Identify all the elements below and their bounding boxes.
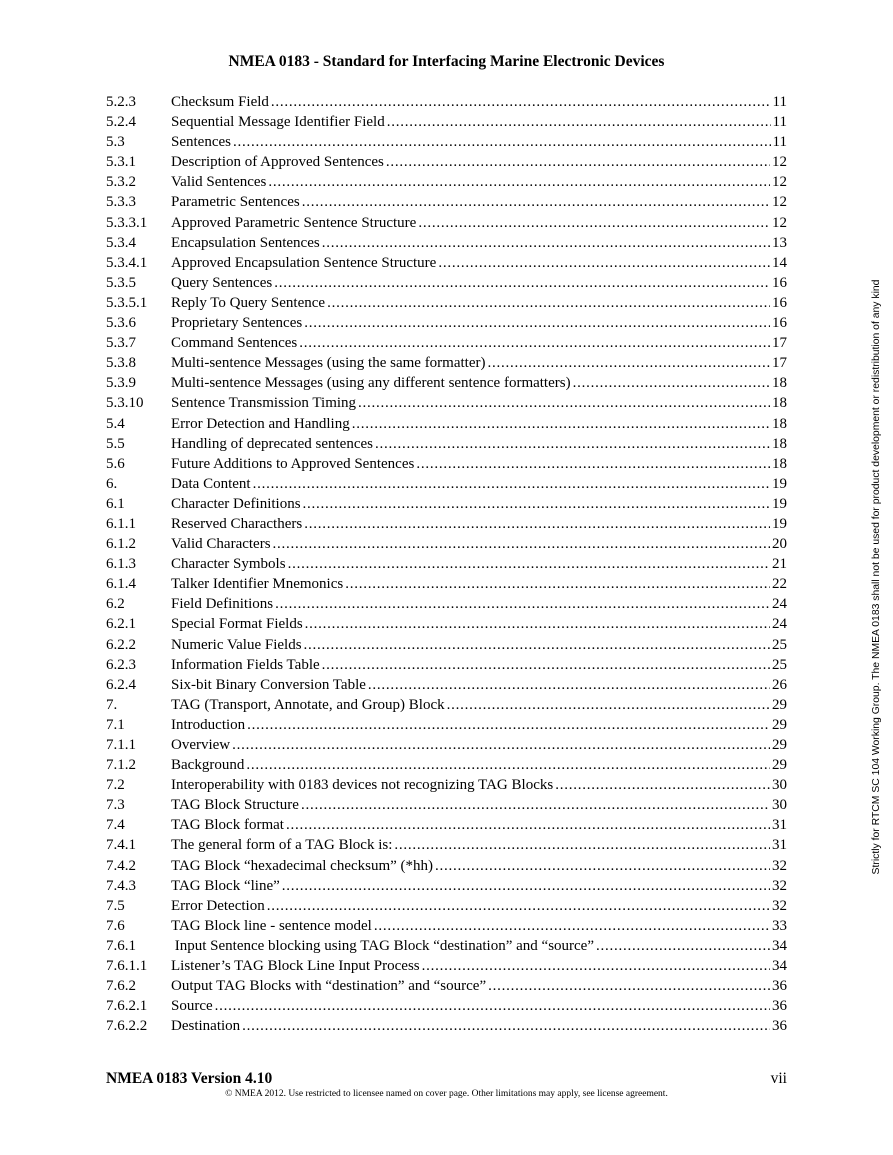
toc-entry-title: Source bbox=[171, 998, 213, 1015]
toc-entry-number: 5.3.4 bbox=[106, 234, 136, 251]
toc-entry[interactable] bbox=[106, 253, 787, 273]
toc-entry-page: 18 bbox=[772, 415, 787, 432]
toc-entry[interactable] bbox=[106, 132, 787, 152]
toc-entry-title: Numeric Value Fields bbox=[171, 636, 302, 653]
toc-entry[interactable] bbox=[106, 233, 787, 253]
toc-entry-number: 5.4 bbox=[106, 415, 125, 432]
toc-entry-number: 7.5 bbox=[106, 897, 125, 914]
toc-leader-dots bbox=[418, 213, 770, 233]
toc-entry-number: 7.6.2 bbox=[106, 978, 136, 995]
toc-leader-dots bbox=[438, 253, 770, 273]
toc-entry-title: Multi-sentence Messages (using any different sentence formatters) bbox=[171, 375, 571, 392]
toc-entry-title: Checksum Field bbox=[171, 94, 269, 110]
toc-leader-dots bbox=[368, 675, 770, 695]
toc-entry-number: 6.2.3 bbox=[106, 656, 136, 673]
toc-entry[interactable] bbox=[106, 856, 787, 876]
toc-entry-page: 16 bbox=[772, 274, 787, 291]
toc-leader-dots bbox=[242, 1016, 770, 1036]
toc-entry-title: Information Fields Table bbox=[171, 656, 320, 673]
toc-entry[interactable] bbox=[106, 152, 787, 172]
toc-leader-dots bbox=[286, 815, 770, 835]
toc-entry[interactable] bbox=[106, 715, 787, 735]
toc-entry-number: 7. bbox=[106, 696, 118, 713]
toc-leader-dots bbox=[435, 856, 770, 876]
toc-entry-number: 5.2.3 bbox=[106, 94, 136, 110]
toc-entry[interactable] bbox=[106, 675, 787, 695]
toc-leader-dots bbox=[345, 574, 770, 594]
toc-leader-dots bbox=[374, 916, 770, 936]
toc-entry[interactable] bbox=[106, 574, 787, 594]
toc-entry-title: TAG Block “line” bbox=[171, 877, 280, 894]
toc-entry-number: 5.3.2 bbox=[106, 174, 136, 191]
toc-entry-number: 5.3.7 bbox=[106, 335, 136, 352]
toc-leader-dots bbox=[375, 434, 770, 454]
toc-entry-title: Error Detection bbox=[171, 897, 265, 914]
toc-entry-page: 16 bbox=[772, 294, 787, 311]
toc-entry-page: 18 bbox=[772, 375, 787, 392]
toc-entry-title: Sequential Message Identifier Field bbox=[171, 114, 385, 131]
toc-entry-number: 7.6.1.1 bbox=[106, 958, 148, 975]
toc-entry-page: 22 bbox=[772, 576, 787, 593]
toc-entry-page: 21 bbox=[772, 556, 787, 573]
toc-entry-title: Approved Parametric Sentence Structure bbox=[171, 214, 417, 231]
toc-entry[interactable] bbox=[106, 192, 787, 212]
footer-version: NMEA 0183 Version 4.10 bbox=[106, 1070, 273, 1087]
toc-entry-page: 34 bbox=[772, 958, 787, 975]
toc-entry-page: 24 bbox=[772, 616, 787, 633]
toc-entry-page: 12 bbox=[772, 214, 787, 231]
toc-leader-dots bbox=[304, 514, 770, 534]
toc-entry-page: 29 bbox=[772, 716, 787, 733]
toc-entry-title: Handling of deprecated sentences bbox=[171, 435, 373, 452]
toc-entry[interactable] bbox=[106, 1016, 787, 1036]
toc-leader-dots bbox=[573, 373, 770, 393]
page-header: NMEA 0183 - Standard for Interfacing Marine Electronic Devices bbox=[228, 53, 665, 70]
toc-entry[interactable] bbox=[106, 976, 787, 996]
toc-entry[interactable] bbox=[106, 534, 787, 554]
toc-entry[interactable] bbox=[106, 454, 787, 474]
toc-entry-number: 7.6.1 bbox=[106, 937, 136, 954]
toc-entry-page: 34 bbox=[772, 937, 787, 954]
toc-entry-title: The general form of a TAG Block is: bbox=[171, 837, 393, 854]
toc-leader-dots bbox=[386, 152, 770, 172]
toc-leader-dots bbox=[215, 996, 770, 1016]
toc-entry-page: 30 bbox=[772, 797, 787, 814]
toc-entry[interactable] bbox=[106, 655, 787, 675]
toc-entry[interactable] bbox=[106, 755, 787, 775]
toc-entry-title: Parametric Sentences bbox=[171, 194, 300, 211]
toc-entry-page: 12 bbox=[772, 194, 787, 211]
toc-entry-number: 6.2 bbox=[106, 596, 125, 613]
toc-leader-dots bbox=[246, 755, 770, 775]
toc-entry-number: 6.1.4 bbox=[106, 576, 136, 593]
toc-leader-dots bbox=[274, 273, 770, 293]
toc-entry-title: Sentence Transmission Timing bbox=[171, 395, 357, 412]
toc-entry-number: 7.1 bbox=[106, 716, 125, 733]
toc-entry[interactable] bbox=[106, 353, 787, 373]
toc-entry-page: 36 bbox=[772, 1018, 787, 1035]
footer-copyright: © NMEA 2012. Use restricted to licensee named on cover page. Other limitations may apply, see license agreement. bbox=[225, 1089, 668, 1099]
toc-entry-page: 32 bbox=[772, 897, 787, 914]
toc-entry-number: 6.1.3 bbox=[106, 556, 136, 573]
toc-entry-title: Error Detection and Handling bbox=[171, 415, 350, 432]
toc-entry-title: Overview bbox=[171, 737, 231, 753]
toc-entry[interactable] bbox=[106, 92, 787, 112]
toc-leader-dots bbox=[299, 333, 770, 353]
toc-entry-title: Data Content bbox=[171, 475, 251, 492]
toc-entry[interactable] bbox=[106, 896, 787, 916]
toc-entry-title: Introduction bbox=[171, 716, 246, 733]
toc-entry-number: 7.4.1 bbox=[106, 837, 136, 854]
toc-entry-number: 5.2.4 bbox=[106, 114, 136, 131]
toc-entry-title: Proprietary Sentences bbox=[171, 315, 303, 332]
toc-leader-dots bbox=[488, 353, 771, 373]
toc-entry[interactable] bbox=[106, 614, 787, 634]
toc-entry-title: Talker Identifier Mnemonics bbox=[171, 576, 344, 593]
toc-leader-dots bbox=[305, 614, 770, 634]
toc-leader-dots bbox=[322, 655, 770, 675]
toc-entry-page: 11 bbox=[772, 114, 787, 131]
toc-entry[interactable] bbox=[106, 916, 787, 936]
toc-entry-page: 12 bbox=[772, 174, 787, 191]
toc-entry-number: 5.3.9 bbox=[106, 375, 136, 392]
toc-leader-dots bbox=[253, 474, 770, 494]
toc-entry-number: 5.3.4.1 bbox=[106, 254, 148, 271]
side-watermark-text: Strictly for RTCM SC 104 Working Group. The NMEA 0183 shall not be used for product development or redistribution of any kind bbox=[871, 279, 882, 875]
toc-entry[interactable] bbox=[106, 494, 787, 514]
toc-entry-page: 16 bbox=[772, 315, 787, 332]
toc-entry-title: Reply To Query Sentence bbox=[171, 294, 326, 311]
toc-entry-page: 18 bbox=[772, 455, 787, 472]
toc-entry[interactable] bbox=[106, 434, 787, 454]
toc-entry-title: Valid Sentences bbox=[171, 174, 267, 191]
toc-entry-title: Background bbox=[171, 757, 245, 774]
toc-entry-title: Query Sentences bbox=[171, 274, 273, 291]
toc-leader-dots bbox=[596, 936, 770, 956]
toc-entry-number: 5.3.5 bbox=[106, 274, 136, 291]
toc-entry-title: Input Sentence blocking using TAG Block “destination” and “source” bbox=[171, 937, 594, 954]
toc-entry-number: 7.6.2.2 bbox=[106, 1018, 148, 1035]
toc-entry[interactable] bbox=[106, 635, 787, 655]
toc-entry[interactable] bbox=[106, 695, 787, 715]
toc-leader-dots bbox=[387, 112, 771, 132]
toc-entry-page: 29 bbox=[772, 737, 787, 753]
toc-entry[interactable] bbox=[106, 996, 787, 1016]
footer-page-number: vii bbox=[770, 1070, 787, 1087]
toc-entry-page: 29 bbox=[772, 757, 787, 774]
toc-entry-number: 7.2 bbox=[106, 777, 125, 794]
toc-entry-number: 7.4.3 bbox=[106, 877, 136, 894]
toc-entry[interactable] bbox=[106, 594, 787, 614]
toc-entry-number: 7.3 bbox=[106, 797, 125, 814]
toc-entry-title: Character Definitions bbox=[171, 495, 301, 512]
toc-leader-dots bbox=[447, 695, 770, 715]
toc-entry-number: 5.3 bbox=[106, 134, 125, 151]
toc-entry-title: Field Definitions bbox=[171, 596, 274, 613]
toc-entry-title: TAG (Transport, Annotate, and Group) Block bbox=[171, 696, 445, 713]
toc-entry-page: 19 bbox=[772, 475, 787, 492]
toc-leader-dots bbox=[352, 414, 770, 434]
toc-entry-number: 5.6 bbox=[106, 455, 125, 472]
toc-entry-title: Listener’s TAG Block Line Input Process bbox=[171, 958, 420, 975]
toc-entry-number: 7.4 bbox=[106, 817, 125, 834]
toc-leader-dots bbox=[232, 735, 770, 755]
toc-entry[interactable] bbox=[106, 474, 787, 494]
toc-entry[interactable] bbox=[106, 795, 787, 815]
toc-entry-page: 32 bbox=[772, 857, 787, 874]
toc-entry-page: 24 bbox=[772, 596, 787, 613]
toc-leader-dots bbox=[268, 172, 770, 192]
toc-entry-page: 32 bbox=[772, 877, 787, 894]
toc-entry-number: 5.3.1 bbox=[106, 154, 136, 171]
toc-entry-page: 33 bbox=[772, 917, 787, 934]
toc-entry-page: 14 bbox=[772, 254, 787, 271]
toc-leader-dots bbox=[233, 132, 771, 152]
toc-entry[interactable] bbox=[106, 876, 787, 896]
toc-entry[interactable] bbox=[106, 273, 787, 293]
toc-entry-number: 7.4.2 bbox=[106, 857, 136, 874]
toc-entry[interactable] bbox=[106, 373, 787, 393]
toc-entry[interactable] bbox=[106, 213, 787, 233]
toc-entry-page: 25 bbox=[772, 656, 787, 673]
toc-entry[interactable] bbox=[106, 313, 787, 333]
toc-leader-dots bbox=[322, 233, 770, 253]
toc-entry-page: 19 bbox=[772, 515, 787, 532]
toc-entry-page: 13 bbox=[772, 234, 787, 251]
toc-entry[interactable] bbox=[106, 393, 787, 413]
toc-entry-number: 5.3.3.1 bbox=[106, 214, 148, 231]
toc-leader-dots bbox=[247, 715, 770, 735]
toc-entry-title: Description of Approved Sentences bbox=[171, 154, 384, 171]
toc-entry-page: 18 bbox=[772, 435, 787, 452]
toc-entry-number: 6. bbox=[106, 475, 118, 492]
toc-entry-page: 19 bbox=[772, 495, 787, 512]
toc-leader-dots bbox=[422, 956, 770, 976]
toc-entry[interactable] bbox=[106, 293, 787, 313]
toc-entry-title: TAG Block “hexadecimal checksum” (*hh) bbox=[171, 857, 434, 874]
toc-leader-dots bbox=[273, 534, 770, 554]
toc-entry[interactable] bbox=[106, 815, 787, 835]
toc-leader-dots bbox=[267, 896, 770, 916]
toc-leader-dots bbox=[282, 876, 770, 896]
toc-entry-page: 25 bbox=[772, 636, 787, 653]
toc-entry-page: 31 bbox=[772, 817, 787, 834]
toc-entry[interactable] bbox=[106, 414, 787, 434]
toc-entry-number: 7.1.2 bbox=[106, 757, 136, 774]
toc-entry-number: 6.1.1 bbox=[106, 515, 136, 532]
table-of-contents bbox=[106, 92, 787, 1036]
toc-entry[interactable] bbox=[106, 735, 787, 755]
toc-leader-dots bbox=[288, 554, 770, 574]
toc-leader-dots bbox=[358, 393, 770, 413]
toc-leader-dots bbox=[275, 594, 770, 614]
toc-entry-page: 17 bbox=[772, 355, 787, 372]
toc-entry-title: Special Format Fields bbox=[171, 616, 303, 633]
toc-leader-dots bbox=[555, 775, 770, 795]
toc-leader-dots bbox=[416, 454, 770, 474]
toc-entry-title: Valid Characters bbox=[171, 536, 271, 553]
toc-leader-dots bbox=[271, 92, 771, 112]
toc-entry-page: 20 bbox=[772, 536, 787, 553]
toc-entry-title: TAG Block Structure bbox=[171, 797, 299, 814]
toc-entry-title: TAG Block format bbox=[171, 817, 284, 834]
toc-entry-number: 7.6 bbox=[106, 917, 125, 934]
toc-entry-page: 11 bbox=[772, 94, 787, 110]
toc-leader-dots bbox=[304, 635, 770, 655]
toc-entry-number: 6.2.2 bbox=[106, 636, 136, 653]
toc-entry-page: 12 bbox=[772, 154, 787, 171]
toc-leader-dots bbox=[304, 313, 770, 333]
toc-leader-dots bbox=[488, 976, 770, 996]
toc-entry-title: Six-bit Binary Conversion Table bbox=[171, 676, 366, 693]
toc-entry-page: 26 bbox=[772, 676, 787, 693]
toc-entry-page: 29 bbox=[772, 696, 787, 713]
toc-entry[interactable] bbox=[106, 936, 787, 956]
toc-entry-number: 6.2.4 bbox=[106, 676, 136, 693]
toc-entry-number: 5.3.5.1 bbox=[106, 294, 148, 311]
toc-entry-number: 5.3.8 bbox=[106, 355, 136, 372]
toc-entry-page: 31 bbox=[772, 837, 787, 854]
toc-entry-number: 7.6.2.1 bbox=[106, 998, 148, 1015]
toc-entry-title: Approved Encapsulation Sentence Structure bbox=[171, 254, 437, 271]
toc-entry[interactable] bbox=[106, 112, 787, 132]
toc-entry-title: Encapsulation Sentences bbox=[171, 234, 320, 251]
toc-entry-title: Sentences bbox=[171, 134, 231, 151]
toc-entry[interactable] bbox=[106, 835, 787, 855]
toc-entry-number: 6.2.1 bbox=[106, 616, 136, 633]
toc-entry[interactable] bbox=[106, 333, 787, 353]
toc-entry-page: 18 bbox=[772, 395, 787, 412]
toc-entry-title: Multi-sentence Messages (using the same formatter) bbox=[171, 355, 486, 372]
toc-entry[interactable] bbox=[106, 956, 787, 976]
toc-entry-number: 5.3.6 bbox=[106, 315, 136, 332]
toc-entry-title: TAG Block line - sentence model bbox=[171, 917, 372, 934]
toc-leader-dots bbox=[303, 494, 770, 514]
toc-entry-number: 5.3.3 bbox=[106, 194, 136, 211]
toc-entry-number: 5.5 bbox=[106, 435, 125, 452]
toc-entry-title: Future Additions to Approved Sentences bbox=[171, 455, 415, 472]
toc-leader-dots bbox=[394, 835, 770, 855]
toc-leader-dots bbox=[327, 293, 770, 313]
toc-entry-page: 30 bbox=[772, 777, 787, 794]
toc-leader-dots bbox=[301, 795, 770, 815]
toc-entry-number: 5.3.10 bbox=[106, 395, 144, 412]
toc-entry[interactable] bbox=[106, 775, 787, 795]
toc-entry-number: 6.1.2 bbox=[106, 536, 136, 553]
toc-entry-title: Output TAG Blocks with “destination” and “source” bbox=[171, 978, 487, 995]
toc-entry-title: Interoperability with 0183 devices not recognizing TAG Blocks bbox=[171, 777, 554, 794]
toc-entry-page: 36 bbox=[772, 978, 787, 995]
toc-entry-number: 6.1 bbox=[106, 495, 125, 512]
toc-entry[interactable] bbox=[106, 514, 787, 534]
toc-entry-title: Destination bbox=[171, 1018, 241, 1035]
toc-leader-dots bbox=[302, 192, 770, 212]
toc-entry[interactable] bbox=[106, 554, 787, 574]
side-watermark bbox=[867, 242, 887, 912]
toc-entry-page: 17 bbox=[772, 335, 787, 352]
toc-entry-page: 11 bbox=[772, 134, 787, 151]
toc-entry[interactable] bbox=[106, 172, 787, 192]
toc-entry-title: Character Symbols bbox=[171, 556, 286, 573]
toc-entry-number: 7.1.1 bbox=[106, 737, 136, 753]
toc-entry-title: Reserved Characthers bbox=[171, 515, 303, 532]
toc-entry-page: 36 bbox=[772, 998, 787, 1015]
toc-entry-title: Command Sentences bbox=[171, 335, 298, 352]
